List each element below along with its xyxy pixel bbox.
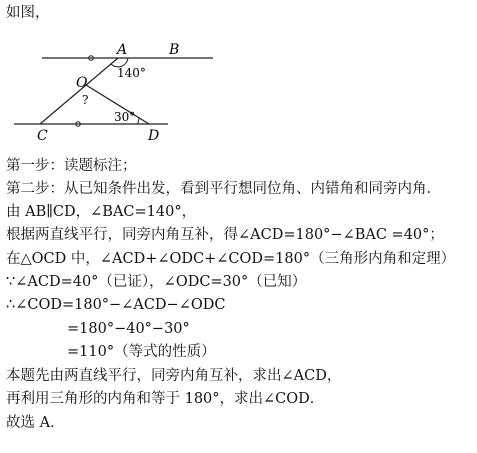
point-label-o: O: [76, 75, 88, 91]
solution-line-11: 再利用三角形的内角和等于 180°，求出∠COD．: [6, 391, 325, 407]
point-label-a: A: [117, 42, 128, 58]
unknown-angle-label: ?: [82, 93, 89, 107]
point-label-d: D: [148, 128, 160, 144]
solution-line-3: 由 AB∥CD，∠BAC=140°，: [6, 204, 197, 220]
point-label-b: B: [169, 42, 180, 58]
solution-line-4: 根据两直线平行，同旁内角互补，得∠ACD=180°−∠BAC =40°；: [6, 227, 444, 243]
solution-line-1: 第一步：读题标注；: [6, 158, 137, 174]
solution-line-9: =110°（等式的性质）: [67, 344, 216, 360]
solution-line-7: ∴∠COD=180°−∠ACD−∠ODC: [6, 297, 226, 313]
solution-line-5: 在△OCD 中，∠ACD+∠ODC+∠COD=180°（三角形内角和定理）: [6, 251, 456, 267]
solution-line-8: =180°−40°−30°: [67, 321, 190, 337]
point-label-c: C: [37, 128, 48, 144]
angle-a-label: 140°: [117, 66, 146, 80]
geometry-figure: [0, 0, 477, 160]
angle-arc-d: [138, 118, 140, 124]
angle-d-label: 30°: [114, 110, 136, 124]
intro-text: 如图，: [6, 5, 50, 21]
segment-ac: [40, 58, 118, 124]
solution-line-6: ∵∠ACD=40°（已证），∠ODC=30°（已知）: [6, 274, 307, 290]
solution-line-2: 第二步：从已知条件出发，看到平行想同位角、内错角和同旁内角．: [6, 181, 441, 197]
solution-line-10: 本题先由两直线平行，同旁内角互补，求出∠ACD，: [6, 368, 342, 384]
solution-line-12: 故选 A．: [6, 415, 65, 431]
